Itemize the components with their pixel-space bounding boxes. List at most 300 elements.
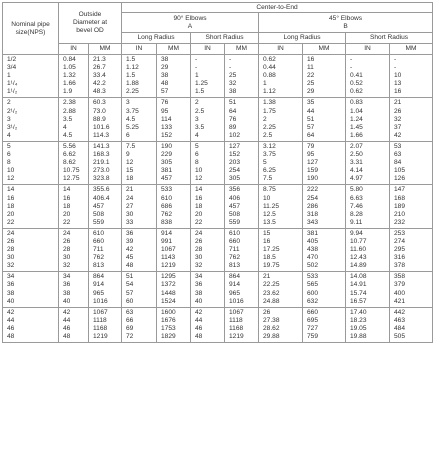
e90-long-mm-value: 533 bbox=[161, 186, 173, 194]
od-mm-cell bbox=[89, 307, 122, 342]
e90-long-mm-value: 1676 bbox=[161, 316, 176, 324]
e45-long-in-value: 5 bbox=[263, 159, 267, 167]
e45-long-in-value: 1.75 bbox=[263, 107, 276, 115]
od-in-value: 14 bbox=[63, 186, 71, 194]
od-in-cell bbox=[59, 272, 89, 307]
e90-short-mm-value: 660 bbox=[229, 237, 241, 245]
e90-long-in-cell bbox=[122, 141, 157, 184]
e90-long-mm-value: 229 bbox=[161, 151, 173, 159]
e45-short-in-value: 1.04 bbox=[350, 107, 363, 115]
e90-long-mm-value: 686 bbox=[161, 202, 173, 210]
e90-short-in-value: 34 bbox=[195, 273, 203, 281]
e45-long-mm-value: 438 bbox=[307, 246, 319, 254]
e45-long-mm-cell bbox=[303, 307, 346, 342]
e90-long-in-cell bbox=[122, 55, 157, 98]
od-in-value: 48 bbox=[63, 333, 71, 340]
e45-long-mm-value: 222 bbox=[307, 186, 319, 194]
nps-cell bbox=[3, 307, 59, 342]
e45-long-mm-value: 190 bbox=[307, 175, 319, 183]
e45-short-in-cell bbox=[346, 141, 390, 184]
e45-short-in-value: 17.40 bbox=[350, 308, 367, 316]
nps-value: 24 bbox=[7, 229, 15, 237]
e45-long-in-value: 8.75 bbox=[263, 186, 276, 194]
e45-long-mm-value: 286 bbox=[307, 202, 319, 210]
e45-short-in-value: 14.08 bbox=[350, 273, 367, 281]
e90-short-mm-value: 305 bbox=[229, 175, 241, 183]
od-in-value: 3.5 bbox=[63, 115, 73, 123]
table-row-group bbox=[3, 272, 433, 307]
e90-short-in-value: 3 bbox=[195, 115, 199, 123]
e90-long-in-value: 15 bbox=[126, 167, 134, 175]
e45-short-mm-value: 32 bbox=[394, 115, 402, 123]
e90-short-mm-header: MM bbox=[225, 44, 259, 55]
e45-short-in-header: IN bbox=[346, 44, 390, 55]
nps-value: 20 bbox=[7, 210, 15, 218]
nps-header: Nominal pipe size(NPS) bbox=[3, 3, 59, 55]
e90-long-in-value: 51 bbox=[126, 273, 134, 281]
e45-long-mm-cell bbox=[303, 272, 346, 307]
nps-value: 4 bbox=[7, 131, 11, 139]
e45-long-mm-header: MM bbox=[303, 44, 346, 55]
table-wrapper bbox=[2, 2, 432, 343]
e45-short-mm-value: 37 bbox=[394, 123, 402, 131]
od-in-cell bbox=[59, 98, 89, 141]
e45-short-in-value: 2.07 bbox=[350, 142, 363, 150]
e90-short-mm-cell bbox=[225, 55, 259, 98]
e90-short-mm-value: 914 bbox=[229, 281, 241, 289]
e90-long-in-value: 1.5 bbox=[126, 72, 136, 80]
od-mm-value: 711 bbox=[93, 246, 104, 254]
od-mm-header: MM bbox=[89, 44, 122, 55]
od-mm-cell bbox=[89, 185, 122, 228]
e90-short-mm-value: 457 bbox=[229, 202, 241, 210]
nps-value: 8 bbox=[7, 159, 11, 167]
e90-short-in-value: 24 bbox=[195, 229, 203, 237]
od-in-value: 5.56 bbox=[63, 142, 76, 150]
e45-short-mm-cell bbox=[390, 185, 433, 228]
od-in-value: 38 bbox=[63, 289, 71, 297]
e45-long-in-header: IN bbox=[259, 44, 303, 55]
e90-short-mm-cell bbox=[225, 98, 259, 141]
e90-short-mm-value: 1219 bbox=[229, 333, 244, 340]
table-row-group bbox=[3, 141, 433, 184]
e45-long-in-value: 19.75 bbox=[263, 262, 280, 270]
nps-value: 2¹/₂ bbox=[7, 107, 18, 115]
nps-value: 26 bbox=[7, 237, 15, 245]
e90-long-in-value: 27 bbox=[126, 202, 134, 210]
od-mm-value: 508 bbox=[93, 210, 105, 218]
center-to-end-header: Center-to-End bbox=[122, 3, 433, 13]
e45-long-in-value: 16 bbox=[263, 237, 271, 245]
e45-long-in-value: 18.5 bbox=[263, 254, 276, 262]
e90-short-mm-cell bbox=[225, 141, 259, 184]
e45-long-mm-value: 64 bbox=[307, 131, 315, 139]
e45-short-mm-value: - bbox=[394, 64, 397, 72]
e90-short-mm-value: 1016 bbox=[229, 297, 244, 305]
e45-long-mm-value: 502 bbox=[307, 262, 319, 270]
e90-long-mm-value: 914 bbox=[161, 229, 173, 237]
elbow90-code: A bbox=[187, 22, 193, 30]
od-mm-value: 813 bbox=[93, 262, 105, 270]
elbow45-code: B bbox=[343, 22, 348, 30]
od-in-value: 1.05 bbox=[63, 64, 76, 72]
e90-long-mm-cell bbox=[157, 228, 191, 271]
od-mm-value: 88.9 bbox=[93, 115, 106, 123]
e45-long-in-cell bbox=[259, 185, 303, 228]
e90-long-mm-value: 57 bbox=[161, 88, 169, 96]
nps-value: 1¹/₂ bbox=[7, 88, 18, 96]
e45-short-in-value: 16.57 bbox=[350, 297, 367, 305]
e45-short-mm-value: 378 bbox=[394, 262, 406, 270]
e90-long-mm-value: 38 bbox=[161, 56, 169, 63]
nps-value: 14 bbox=[7, 186, 15, 194]
nps-cell bbox=[3, 98, 59, 141]
nps-value: 18 bbox=[7, 202, 15, 210]
e90-long-mm-value: 29 bbox=[161, 64, 169, 72]
e45-long-in-value: 17.25 bbox=[263, 246, 280, 254]
od-mm-value: 101.6 bbox=[93, 123, 110, 131]
e45-short-mm-value: 10 bbox=[394, 72, 402, 80]
e90-long-mm-value: 1067 bbox=[161, 246, 176, 254]
e45-long-mm-value: 79 bbox=[307, 142, 315, 150]
nps-value: 42 bbox=[7, 308, 15, 316]
e45-long-mm-value: 695 bbox=[307, 316, 319, 324]
e90-short-mm-value: 1168 bbox=[229, 324, 244, 332]
e90-long-in-value: 2.25 bbox=[126, 88, 139, 96]
od-in-cell bbox=[59, 141, 89, 184]
e90-short-in-value: 44 bbox=[195, 316, 203, 324]
od-in-value: 24 bbox=[63, 229, 71, 237]
e45-short-mm-value: 400 bbox=[394, 289, 406, 297]
od-in-cell bbox=[59, 228, 89, 271]
od-mm-value: 914 bbox=[93, 281, 105, 289]
od-mm-value: 559 bbox=[93, 218, 105, 226]
od-in-value: 44 bbox=[63, 316, 71, 324]
od-mm-value: 73.0 bbox=[93, 107, 106, 115]
e45-long-in-value: 0.62 bbox=[263, 56, 276, 63]
e45-long-in-value: 2.5 bbox=[263, 131, 273, 139]
od-mm-value: 21.3 bbox=[93, 56, 106, 63]
nps-value: 6 bbox=[7, 151, 11, 159]
nps-cell bbox=[3, 272, 59, 307]
od-mm-value: 114.3 bbox=[93, 131, 110, 139]
od-in-value: 18 bbox=[63, 202, 71, 210]
e45-long-mm-value: 632 bbox=[307, 297, 319, 305]
e45-long-in-value: 23.62 bbox=[263, 289, 280, 297]
e45-short-in-value: 1.66 bbox=[350, 131, 363, 139]
od-in-value: 2.88 bbox=[63, 107, 76, 115]
e90-long-mm-value: 610 bbox=[161, 194, 173, 202]
e90-long-mm-value: 48 bbox=[161, 80, 169, 88]
e45-long-mm-value: 127 bbox=[307, 159, 319, 167]
e45-short-in-value: 0.83 bbox=[350, 99, 363, 107]
e45-long-mm-cell bbox=[303, 228, 346, 271]
od-in-header: IN bbox=[59, 44, 89, 55]
od-mm-value: 406.4 bbox=[93, 194, 110, 202]
e90-short-mm-value: 508 bbox=[229, 210, 241, 218]
e90-long-in-value: 54 bbox=[126, 281, 134, 289]
e90-short-mm-cell bbox=[225, 185, 259, 228]
od-mm-value: 1118 bbox=[93, 316, 107, 324]
e45-long-mm-value: 600 bbox=[307, 289, 319, 297]
e45-long-mm-value: 22 bbox=[307, 72, 315, 80]
nps-value: 1/2 bbox=[7, 56, 17, 63]
e45-short-in-value: 15.74 bbox=[350, 289, 367, 297]
nps-value: 16 bbox=[7, 194, 15, 202]
e90-long-mm-value: 76 bbox=[161, 99, 169, 107]
e45-long-in-value: 2.25 bbox=[263, 123, 276, 131]
e90-short-in-value: 48 bbox=[195, 333, 203, 340]
e45-long-in-value: 11.25 bbox=[263, 202, 280, 210]
nps-value: 3 bbox=[7, 115, 11, 123]
e45-short-mm-value: 16 bbox=[394, 88, 402, 96]
e90-short-mm-value: 89 bbox=[229, 123, 237, 131]
e90-long-in-value: 72 bbox=[126, 333, 134, 340]
e45-short-mm-value: 53 bbox=[394, 142, 402, 150]
e45-short-mm-value: 84 bbox=[394, 159, 402, 167]
e45-short-mm-value: 274 bbox=[394, 237, 406, 245]
od-in-value: 30 bbox=[63, 254, 71, 262]
nps-value: 30 bbox=[7, 254, 15, 262]
e45-long-mm-value: 727 bbox=[307, 324, 319, 332]
e90-short-mm-value: 762 bbox=[229, 254, 241, 262]
elbow45-long-radius-header: Long Radius bbox=[259, 33, 346, 44]
od-in-value: 26 bbox=[63, 237, 71, 245]
e45-short-in-value: 19.05 bbox=[350, 324, 367, 332]
e45-short-in-value: 0.62 bbox=[350, 88, 363, 96]
od-in-value: 46 bbox=[63, 324, 71, 332]
table-row-group bbox=[3, 55, 433, 98]
od-mm-value: 660 bbox=[93, 237, 105, 245]
e90-short-in-cell bbox=[191, 307, 225, 342]
od-mm-value: 610 bbox=[93, 229, 105, 237]
e90-short-in-value: 8 bbox=[195, 159, 199, 167]
od-in-value: 22 bbox=[63, 218, 71, 226]
e45-long-in-value: 27.38 bbox=[263, 316, 280, 324]
e90-long-mm-cell bbox=[157, 185, 191, 228]
e45-long-mm-value: 660 bbox=[307, 308, 319, 316]
e90-short-in-cell bbox=[191, 98, 225, 141]
e45-long-in-value: 3.75 bbox=[263, 151, 276, 159]
e45-short-mm-value: 168 bbox=[394, 194, 406, 202]
e45-short-mm-value: 189 bbox=[394, 202, 406, 210]
e90-long-mm-cell bbox=[157, 55, 191, 98]
e45-short-mm-value: 42 bbox=[394, 131, 402, 139]
od-mm-value: 1016 bbox=[93, 297, 108, 305]
e90-long-mm-value: 1372 bbox=[161, 281, 176, 289]
e90-long-in-value: 69 bbox=[126, 324, 134, 332]
e90-short-mm-value: 254 bbox=[229, 167, 241, 175]
od-in-value: 20 bbox=[63, 210, 71, 218]
nps-value: 22 bbox=[7, 218, 15, 226]
e45-long-in-value: 22.25 bbox=[263, 281, 280, 289]
od-in-value: 36 bbox=[63, 281, 71, 289]
e45-short-in-value: 18.23 bbox=[350, 316, 367, 324]
nps-value: 1¹/₄ bbox=[7, 80, 18, 88]
od-mm-cell bbox=[89, 55, 122, 98]
nps-value: 5 bbox=[7, 142, 11, 150]
e45-short-in-value: 7.46 bbox=[350, 202, 363, 210]
e45-long-in-value: 15 bbox=[263, 229, 271, 237]
e90-short-mm-value: 32 bbox=[229, 80, 237, 88]
e90-short-in-cell bbox=[191, 141, 225, 184]
e45-short-mm-value: 505 bbox=[394, 333, 406, 340]
e90-long-mm-value: 1829 bbox=[161, 333, 176, 340]
od-mm-cell bbox=[89, 272, 122, 307]
e90-long-mm-value: 1219 bbox=[161, 262, 176, 270]
od-in-value: 16 bbox=[63, 194, 71, 202]
e90-short-mm-value: 610 bbox=[229, 229, 241, 237]
od-in-value: 0.84 bbox=[63, 56, 76, 63]
e90-short-in-value: 20 bbox=[195, 210, 203, 218]
e90-short-in-value: 16 bbox=[195, 194, 203, 202]
e45-long-mm-value: 44 bbox=[307, 107, 315, 115]
e45-long-mm-value: 254 bbox=[307, 194, 319, 202]
e45-long-mm-cell bbox=[303, 98, 346, 141]
od-in-value: 1.9 bbox=[63, 88, 73, 96]
e45-long-in-value: 29.88 bbox=[263, 333, 280, 340]
e45-short-mm-cell bbox=[390, 272, 433, 307]
e45-long-in-value: 13.5 bbox=[263, 218, 276, 226]
e45-long-in-value: 1 bbox=[263, 80, 267, 88]
od-mm-cell bbox=[89, 98, 122, 141]
e90-short-in-value: 4 bbox=[195, 131, 199, 139]
e90-long-mm-cell bbox=[157, 272, 191, 307]
e45-short-in-cell bbox=[346, 228, 390, 271]
e45-long-in-value: 0.44 bbox=[263, 64, 276, 72]
e45-long-mm-value: 35 bbox=[307, 99, 315, 107]
e90-short-in-header: IN bbox=[191, 44, 225, 55]
e90-long-in-value: 18 bbox=[126, 175, 134, 183]
e45-short-mm-value: 421 bbox=[394, 297, 406, 305]
e90-long-mm-value: 1753 bbox=[161, 324, 176, 332]
od-mm-value: 1219 bbox=[93, 333, 108, 340]
e90-short-in-value: 18 bbox=[195, 202, 203, 210]
e90-short-mm-value: 76 bbox=[229, 115, 237, 123]
e45-long-in-value: 0.88 bbox=[263, 72, 276, 80]
e45-long-in-value: 3.12 bbox=[263, 142, 276, 150]
od-in-value: 2.38 bbox=[63, 99, 76, 107]
e90-short-in-value: 36 bbox=[195, 281, 203, 289]
e45-short-mm-cell bbox=[390, 307, 433, 342]
e45-long-mm-value: 57 bbox=[307, 123, 315, 131]
e45-long-in-cell bbox=[259, 307, 303, 342]
e45-short-mm-value: 105 bbox=[394, 167, 406, 175]
e45-short-mm-value: 210 bbox=[394, 210, 406, 218]
e90-long-in-header: IN bbox=[122, 44, 157, 55]
e90-long-in-value: 42 bbox=[126, 246, 134, 254]
elbow45-title: 45° Elbows bbox=[328, 14, 363, 22]
e90-short-in-cell bbox=[191, 272, 225, 307]
nps-cell bbox=[3, 185, 59, 228]
e90-long-mm-value: 1295 bbox=[161, 273, 176, 281]
e90-short-in-value: 42 bbox=[195, 308, 203, 316]
elbow45-header bbox=[259, 13, 433, 33]
e45-short-in-value: 14.91 bbox=[350, 281, 367, 289]
e45-long-in-cell bbox=[259, 55, 303, 98]
e45-long-in-cell bbox=[259, 272, 303, 307]
e45-short-in-value: 2.50 bbox=[350, 151, 363, 159]
e45-long-in-cell bbox=[259, 141, 303, 184]
e45-long-in-value: 7.5 bbox=[263, 175, 273, 183]
od-in-value: 1.66 bbox=[63, 80, 76, 88]
od-mm-cell bbox=[89, 141, 122, 184]
od-in-value: 28 bbox=[63, 246, 71, 254]
e45-short-in-value: 0.41 bbox=[350, 72, 363, 80]
od-in-value: 42 bbox=[63, 308, 71, 316]
table-row-group bbox=[3, 228, 433, 271]
e45-long-in-cell bbox=[259, 228, 303, 271]
e45-long-mm-value: 759 bbox=[307, 333, 319, 340]
e90-short-mm-value: 813 bbox=[229, 262, 241, 270]
e45-long-mm-value: 11 bbox=[307, 64, 314, 72]
e45-long-in-value: 10 bbox=[263, 194, 271, 202]
od-mm-value: 355.6 bbox=[93, 186, 110, 194]
e45-short-mm-value: 358 bbox=[394, 273, 406, 281]
e45-short-in-value: - bbox=[350, 56, 353, 63]
nps-value: 2 bbox=[7, 99, 11, 107]
e90-short-mm-value: - bbox=[229, 64, 232, 72]
e90-short-in-value: 1.5 bbox=[195, 88, 205, 96]
e90-long-in-value: 3 bbox=[126, 99, 130, 107]
e45-short-mm-value: 316 bbox=[394, 254, 406, 262]
e90-short-in-value: 38 bbox=[195, 289, 203, 297]
e90-long-in-value: 12 bbox=[126, 159, 134, 167]
od-in-cell bbox=[59, 185, 89, 228]
nps-cell bbox=[3, 55, 59, 98]
od-mm-value: 60.3 bbox=[93, 99, 106, 107]
e45-short-in-value: 5.80 bbox=[350, 186, 363, 194]
od-in-value: 4.5 bbox=[63, 131, 73, 139]
e90-long-in-value: 60 bbox=[126, 297, 134, 305]
e45-short-in-value: 1.45 bbox=[350, 123, 363, 131]
e45-short-mm-value: 253 bbox=[394, 229, 406, 237]
e90-long-mm-value: 457 bbox=[161, 175, 173, 183]
elbow90-long-radius-header: Long Radius bbox=[122, 33, 191, 44]
od-in-value: 12.75 bbox=[63, 175, 80, 183]
e45-long-in-value: 1.12 bbox=[263, 88, 276, 96]
e45-short-in-value: 4.97 bbox=[350, 175, 363, 183]
e45-long-mm-value: 25 bbox=[307, 80, 315, 88]
e90-long-in-value: 45 bbox=[126, 254, 134, 262]
e90-long-mm-value: 381 bbox=[161, 167, 173, 175]
e45-long-mm-value: 381 bbox=[307, 229, 319, 237]
elbow90-title: 90° Elbows bbox=[173, 14, 207, 22]
e90-long-in-value: 30 bbox=[126, 210, 134, 218]
e90-short-in-value: 30 bbox=[195, 254, 203, 262]
e90-long-in-value: 36 bbox=[126, 229, 134, 237]
e90-long-mm-value: 1524 bbox=[161, 297, 176, 305]
e90-long-mm-value: 190 bbox=[161, 142, 173, 150]
e90-long-mm-value: 762 bbox=[161, 210, 173, 218]
od-in-value: 34 bbox=[63, 273, 71, 281]
e90-short-mm-value: 102 bbox=[229, 131, 241, 139]
od-in-cell bbox=[59, 307, 89, 342]
e90-short-mm-value: 1067 bbox=[229, 308, 244, 316]
od-mm-value: 33.4 bbox=[93, 72, 106, 80]
e45-short-mm-value: 63 bbox=[394, 151, 402, 159]
nps-value: 48 bbox=[7, 333, 15, 340]
od-in-value: 32 bbox=[63, 262, 71, 270]
nps-cell bbox=[3, 228, 59, 271]
e90-short-in-value: - bbox=[195, 56, 198, 63]
e45-long-in-value: 2 bbox=[263, 115, 267, 123]
e90-long-in-cell bbox=[122, 185, 157, 228]
e45-long-mm-value: 16 bbox=[307, 56, 315, 63]
e90-short-in-value: 12 bbox=[195, 175, 203, 183]
e45-long-in-value: 28.62 bbox=[263, 324, 280, 332]
od-mm-value: 457 bbox=[93, 202, 105, 210]
